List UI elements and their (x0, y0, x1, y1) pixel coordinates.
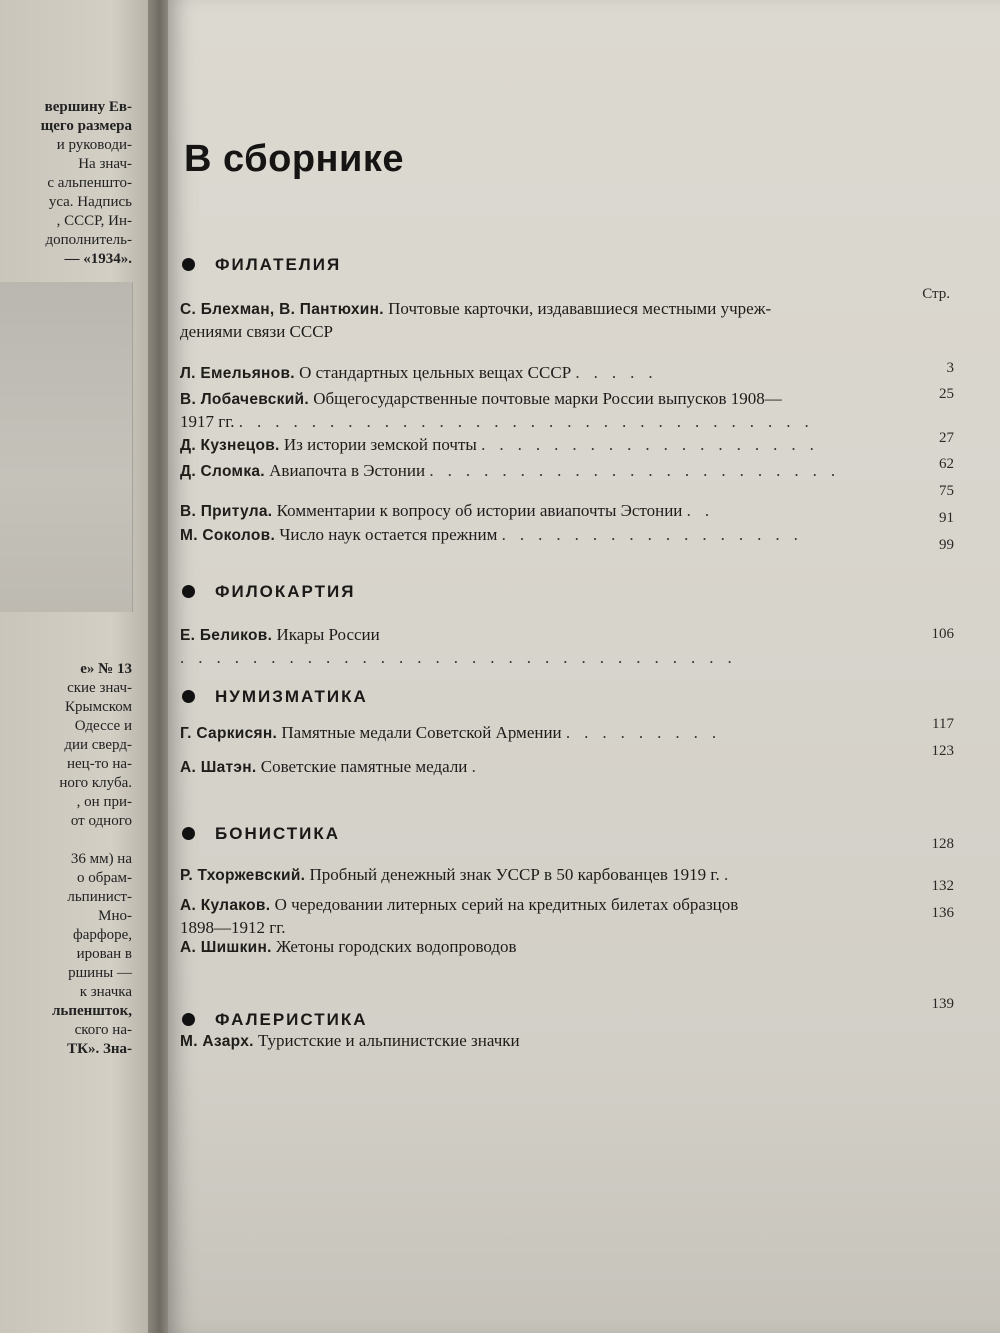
left-line: Крымском (65, 699, 132, 715)
left-line: нец-то на- (67, 756, 132, 772)
toc-entry (180, 1030, 920, 1053)
entry-title-continued: 1917 гг. (180, 412, 235, 431)
entry-title: Авиапочта в Эстонии (269, 461, 426, 480)
section-heading-text: ФАЛЕРИСТИКА (215, 1010, 368, 1029)
page-column-label: Стр. (922, 286, 950, 302)
entry-author: Е. Беликов. (180, 627, 273, 644)
entry-title: Туристские и альпинистские значки (257, 1031, 520, 1050)
section-heading-philocarty (182, 582, 355, 602)
entry-title: Жетоны городских водопроводов (276, 937, 517, 956)
left-facing-page (0, 0, 160, 1333)
page-number: 117 (932, 716, 954, 732)
page-number: 91 (939, 510, 954, 526)
section-heading-philately (182, 255, 341, 275)
page-number: 62 (939, 456, 954, 472)
left-line: ного клуба. (59, 775, 132, 791)
page-number: 123 (931, 743, 954, 759)
entry-title-continued: дениями связи СССР (180, 322, 334, 341)
toc-entry (180, 722, 920, 745)
left-line: к значка (79, 984, 132, 1000)
section-heading-faleristics (182, 1010, 368, 1030)
left-line: фарфоре, (72, 927, 132, 943)
toc-entry (180, 460, 920, 483)
left-line: о обрам- (76, 870, 132, 886)
leader-dots: . (723, 865, 743, 884)
left-line: дии сверд- (64, 737, 132, 753)
left-page-illustration (0, 282, 133, 612)
toc-entry (180, 524, 920, 547)
bullet-icon (182, 1013, 195, 1026)
entry-title: Из истории земской почты (283, 435, 477, 454)
left-line: ршины — (68, 965, 132, 981)
entry-author: С. Блехман, В. Пантюхин. (180, 301, 384, 318)
bullet-icon (182, 585, 195, 598)
left-line: от одного (70, 813, 132, 829)
entry-title: О чередовании литерных серий на кредитных билетах образцов (274, 895, 739, 914)
left-line: и руководи- (56, 137, 132, 153)
left-line: е» № 13 (80, 661, 132, 677)
left-line: уса. Надпись (48, 194, 132, 210)
page-number: 128 (931, 836, 954, 852)
entry-author: М. Соколов. (180, 527, 276, 544)
toc-entry (180, 434, 920, 457)
leader-dots: ................... (481, 435, 828, 454)
toc-entry (180, 298, 920, 343)
entry-title: Почтовые карточки, издававшиеся местными учреж- (388, 299, 772, 318)
entry-title: Число наук остается прежним (279, 525, 498, 544)
page-title: В сборнике (184, 138, 404, 180)
entry-title: О стандартных цельных вещах СССР (299, 363, 572, 382)
entry-author: В. Притула. (180, 503, 273, 520)
toc-entry (180, 756, 920, 779)
entry-title: Икары России (276, 625, 380, 644)
toc-entry (180, 864, 920, 887)
left-line: щего размера (40, 118, 132, 134)
left-line: На знач- (78, 156, 132, 172)
contents-page (168, 0, 1000, 1333)
toc-entry (180, 500, 920, 523)
left-page-text-bottom (0, 660, 132, 1059)
entry-author: Д. Сломка. (180, 463, 265, 480)
left-line: Мно- (98, 908, 132, 924)
section-heading-text: НУМИЗМАТИКА (215, 687, 368, 706)
left-line (0, 831, 132, 850)
toc-entry (180, 362, 920, 385)
toc-entry (180, 388, 920, 433)
leader-dots: ..... (575, 363, 667, 382)
page-number: 136 (931, 905, 954, 921)
left-line: дополнитель- (45, 232, 132, 248)
left-line: , СССР, Ин- (56, 213, 132, 229)
entry-author: В. Лобачевский. (180, 391, 309, 408)
bullet-icon (182, 827, 195, 840)
leader-dots: ................................ (238, 412, 823, 431)
page-number: 3 (946, 360, 954, 376)
left-line: с альпеншто- (47, 175, 132, 191)
left-line: ские знач- (67, 680, 132, 696)
toc-entry (180, 624, 920, 669)
entry-author: Г. Саркисян. (180, 725, 278, 742)
toc-entry (180, 894, 920, 939)
left-line: льпеншток, (51, 1003, 132, 1019)
entry-title: Советские памятные медали (260, 757, 468, 776)
entry-title-continued: 1898—1912 гг. (180, 918, 286, 937)
section-heading-numismatics (182, 687, 368, 707)
entry-title: Памятные медали Советской Армении (281, 723, 562, 742)
left-line: , он при- (76, 794, 132, 810)
page-number: 27 (939, 430, 954, 446)
section-heading-text: ФИЛАТЕЛИЯ (215, 255, 342, 274)
leader-dots: ......... (565, 723, 731, 742)
entry-author: А. Шишкин. (180, 939, 272, 956)
entry-title: Комментарии к вопросу об истории авиапочты Эстонии (276, 501, 683, 520)
left-line: Одессе и (74, 718, 132, 734)
section-heading-text: ФИЛОКАРТИЯ (215, 582, 356, 601)
section-heading-text: БОНИСТИКА (215, 824, 341, 843)
leader-dots: ............................... (180, 648, 746, 667)
leader-dots: .. (686, 501, 724, 520)
page-number: 25 (939, 386, 954, 402)
left-line: вершину Ев- (44, 99, 132, 115)
page-number: 132 (931, 878, 954, 894)
bullet-icon (182, 258, 195, 271)
left-line: — «1934». (64, 251, 132, 267)
page-number: 99 (939, 537, 954, 553)
left-page-text-top (0, 98, 132, 269)
entry-author: Л. Емельянов. (180, 365, 295, 382)
page-number: 139 (931, 996, 954, 1012)
page-number: 106 (931, 626, 954, 642)
entry-title: Пробный денежный знак УССР в 50 карбованцев 1919 г. (309, 865, 720, 884)
entry-author: М. Азарх. (180, 1033, 254, 1050)
entry-author: Д. Кузнецов. (180, 437, 280, 454)
entry-author: А. Кулаков. (180, 897, 271, 914)
left-line: ского на- (74, 1022, 132, 1038)
entry-title: Общегосударственные почтовые марки России выпусков 1908— (313, 389, 782, 408)
leader-dots: ................. (501, 525, 812, 544)
left-line: 36 мм) на (70, 851, 132, 867)
left-line: ТК». Зна- (67, 1041, 132, 1057)
bullet-icon (182, 690, 195, 703)
entry-author: Р. Тхоржевский. (180, 867, 306, 884)
toc-entry (180, 936, 920, 959)
leader-dots: ....................... (429, 461, 850, 480)
section-heading-bonistics (182, 824, 340, 844)
page-number: 75 (939, 483, 954, 499)
leader-dots: . (471, 757, 490, 776)
entry-author: А. Шатэн. (180, 759, 257, 776)
left-line: льпинист- (67, 889, 132, 905)
left-line: ирован в (76, 946, 132, 962)
